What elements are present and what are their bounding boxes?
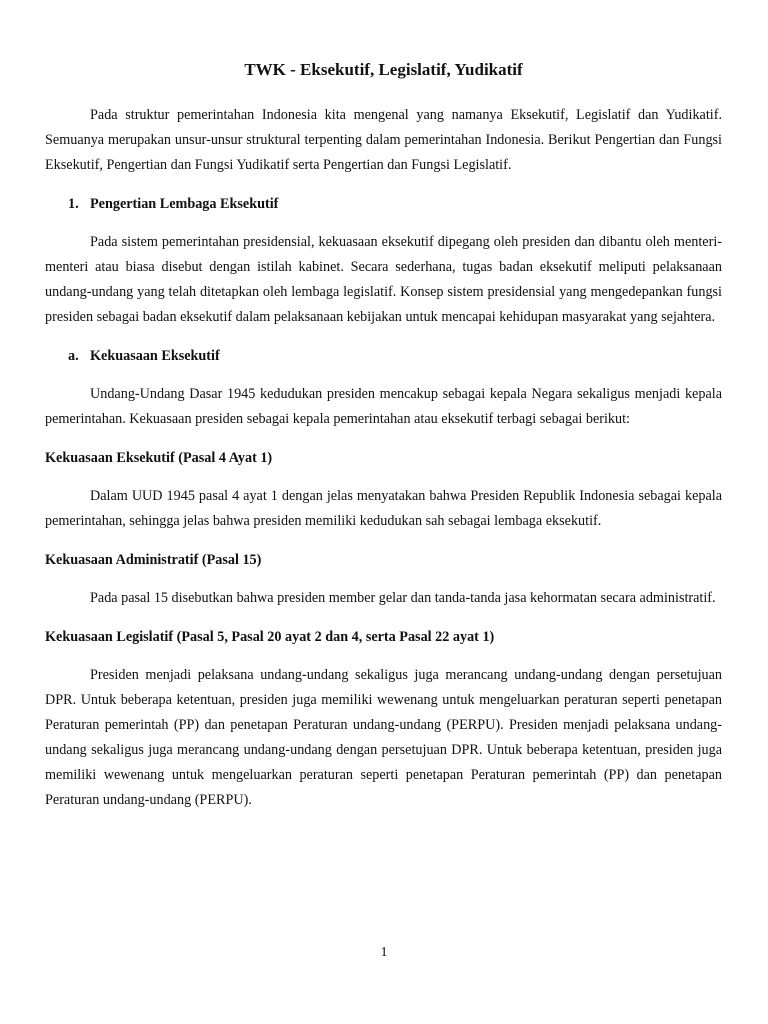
- page-number: 1: [380, 945, 388, 960]
- legislatif-paragraph: Presiden menjadi pelaksana undang-undang sekaligus juga merancang undang-undang dengan persetujuan DPR. Untuk beberapa ketentuan, presiden juga memiliki wewenang untuk mengeluarkan peraturan seperti penetapan Peraturan pemerintah (PP) dan penetapan Peraturan undang-undang (PERPU). Presiden menjadi pelaksana undang-undang sekaligus juga merancang undang-undang dengan persetujuan DPR. Untuk beberapa ketentuan, presiden juga memiliki wewenang untuk mengeluarkan peraturan seperti penetapan Peraturan pemerintah (PP) dan penetapan Peraturan undang-undang (PERPU).: [45, 667, 722, 808]
- legislatif-heading: Kekuasaan Legislatif (Pasal 5, Pasal 20 ayat 2 dan 4, serta Pasal 22 ayat 1): [45, 629, 495, 645]
- subsection-a-paragraph: Undang-Undang Dasar 1945 kedudukan presiden mencakup sebagai kepala Negara sekaligus menjadi kepala pemerintahan. Kekuasaan presiden sebagai kepala pemerintahan atau eksekutif terbagi sebagai berikut:: [45, 386, 722, 427]
- pasal-4-heading: Kekuasaan Eksekutif (Pasal 4 Ayat 1): [45, 450, 273, 466]
- pasal-4-paragraph: Dalam UUD 1945 pasal 4 ayat 1 dengan jelas menyatakan bahwa Presiden Republik Indonesia sebagai kepala pemerintahan, sehingga jelas bahwa presiden memiliki kedudukan sah sebagai lembaga eksekutif.: [45, 488, 722, 529]
- page-content: [45, 58, 722, 813]
- section-1-title: Pengertian Lembaga Eksekutif: [90, 196, 279, 212]
- document-title: TWK - Eksekutif, Legislatif, Yudikatif: [244, 60, 523, 79]
- section-1-paragraph: Pada sistem pemerintahan presidensial, kekuasaan eksekutif dipegang oleh presiden dan dibantu oleh menteri-menteri atau biasa disebut dengan istilah kabinet. Secara sederhana, tugas badan eksekutif meliputi pelaksanaan undang-undang yang telah ditetapkan oleh lembaga legislatif. Konsep sistem presidensial yang mengedepankan fungsi presiden sebagai badan eksekutif dalam pelaksanaan kebijakan untuk mencapai kehidupan masyarakat yang sejahtera.: [45, 234, 722, 325]
- subsection-a-title: Kekuasaan Eksekutif: [90, 348, 220, 364]
- section-1-heading: [45, 192, 722, 216]
- section-1-number: 1.: [68, 196, 79, 212]
- subsection-a-letter: a.: [68, 348, 79, 364]
- intro-paragraph: Pada struktur pemerintahan Indonesia kita mengenal yang namanya Eksekutif, Legislatif dan Yudikatif. Semuanya merupakan unsur-unsur struktural terpenting dalam pemerintahan Indonesia. Berikut Pengertian dan Fungsi Eksekutif, Pengertian dan Fungsi Yudikatif serta Pengertian dan Fungsi Legislatif.: [45, 107, 722, 173]
- pasal-15-heading: Kekuasaan Administratif (Pasal 15): [45, 552, 262, 568]
- subsection-a-heading: [45, 344, 722, 368]
- pasal-15-paragraph: Pada pasal 15 disebutkan bahwa presiden member gelar dan tanda-tanda jasa kehormatan secara administratif.: [90, 590, 716, 606]
